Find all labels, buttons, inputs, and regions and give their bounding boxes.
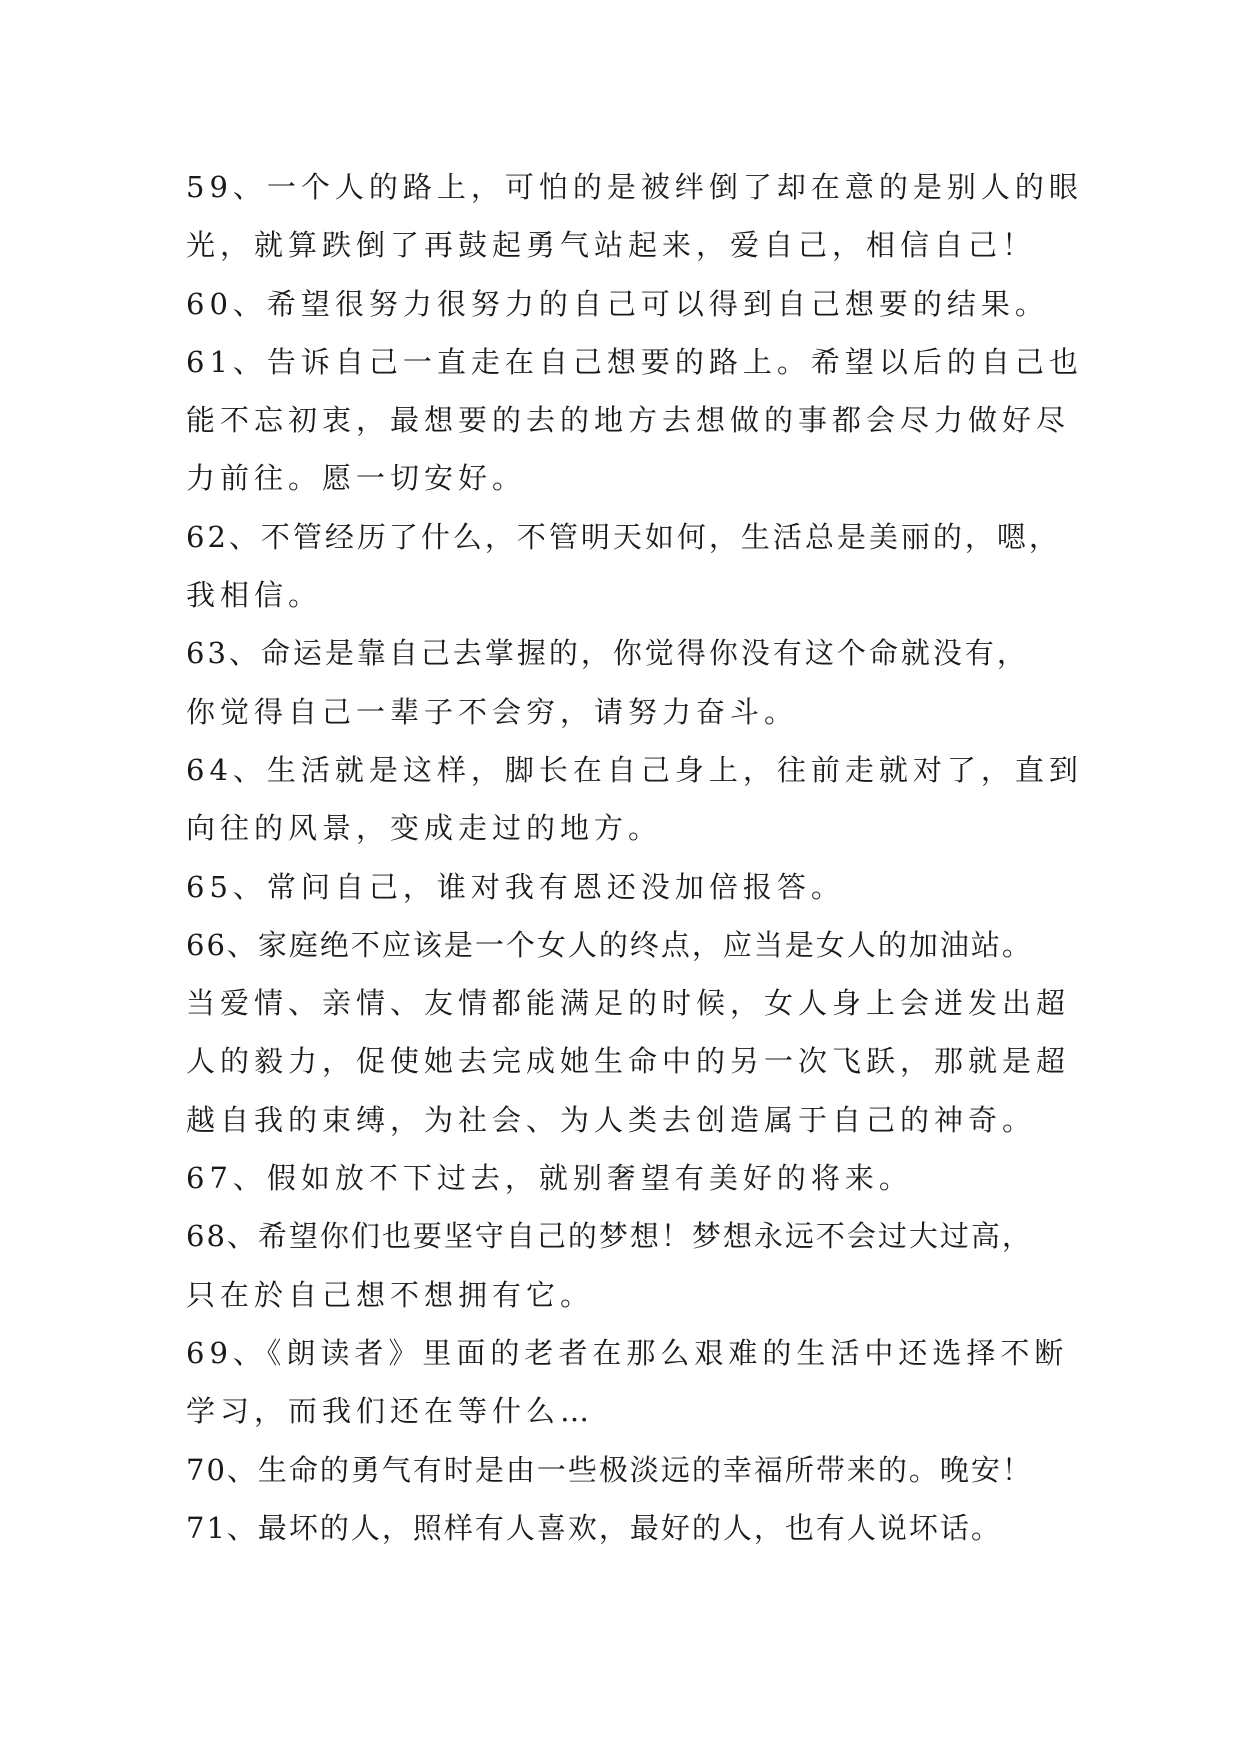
text-line: 62、不管经历了什么，不管明天如何，生活总是美丽的，嗯， <box>186 519 1061 554</box>
text-line: 61、告诉自己一直走在自己想要的路上。希望以后的自己也 <box>186 344 1083 379</box>
text-line: 69、《朗读者》里面的老者在那么艰难的生活中还选择不断 <box>186 1335 1069 1370</box>
text-line: 64、生活就是这样，脚长在自己身上，往前走就对了，直到 <box>186 752 1083 787</box>
text-line: 你觉得自己一辈子不会穷，请努力奋斗。 <box>186 694 799 729</box>
text-line: 当爱情、亲情、友情都能满足的时候，女人身上会迸发出超 <box>186 986 1071 1021</box>
text-line: 63、命运是靠自己去掌握的，你觉得你没有这个命就没有， <box>186 636 1029 671</box>
text-line: 60、希望很努力很努力的自己可以得到自己想要的结果。 <box>186 286 1049 321</box>
text-line: 66、家庭绝不应该是一个女人的终点，应当是女人的加油站。 <box>186 927 1033 962</box>
text-line: 力前往。愿一切安好。 <box>186 461 527 496</box>
text-line: 能不忘初衷，最想要的去的地方去想做的事都会尽力做好尽 <box>186 403 1071 438</box>
text-line: 71、最坏的人，照样有人喜欢，最好的人，也有人说坏话。 <box>186 1510 1002 1545</box>
text-line: 越自我的束缚，为社会、为人类去创造属于自己的神奇。 <box>186 1102 1037 1137</box>
text-line: 65、常问自己，谁对我有恩还没加倍报答。 <box>186 869 845 904</box>
text-line: 向往的风景，变成走过的地方。 <box>186 811 663 846</box>
document-body <box>186 158 1083 1557</box>
text-line: 学习，而我们还在等什么… <box>186 1394 595 1429</box>
text-line: 68、希望你们也要坚守自己的梦想！梦想永远不会过大过高， <box>186 1219 1033 1254</box>
text-line: 67、假如放不下过去，就别奢望有美好的将来。 <box>186 1161 913 1196</box>
text-line: 59、一个人的路上，可怕的是被绊倒了却在意的是别人的眼 <box>186 170 1083 204</box>
text-line: 我相信。 <box>186 578 323 613</box>
text-line: 70、生命的勇气有时是由一些极淡远的幸福所带来的。晚安！ <box>186 1452 1033 1487</box>
text-line: 人的毅力，促使她去完成她生命中的另一次飞跃，那就是超 <box>186 1044 1071 1079</box>
text-line: 光，就算跌倒了再鼓起勇气站起来，爱自己，相信自己！ <box>186 228 1037 263</box>
text-line: 只在於自己想不想拥有它。 <box>186 1277 595 1312</box>
